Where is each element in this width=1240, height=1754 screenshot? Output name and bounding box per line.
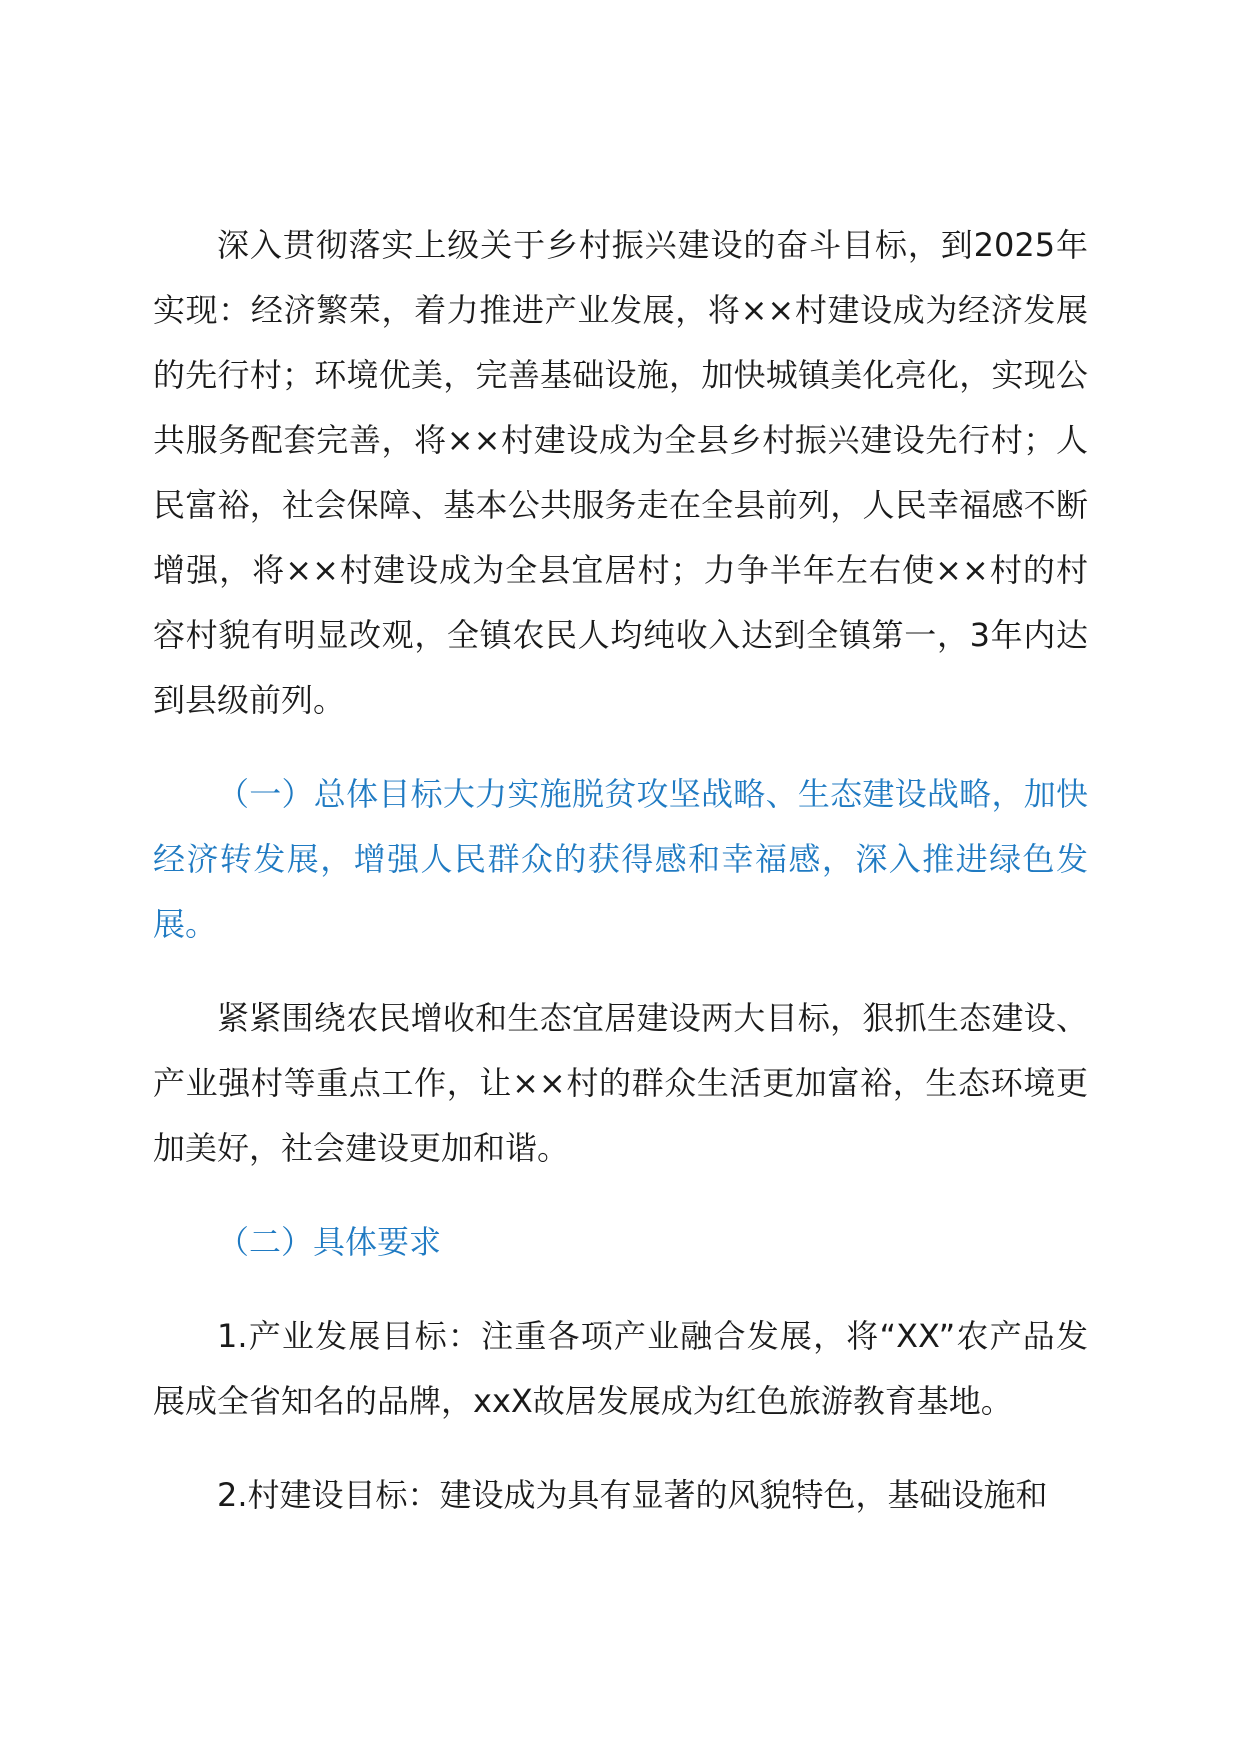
paragraph-industry-goal: 1.产业发展目标：注重各项产业融合发展，将“XX”农产品发展成全省知名的品牌，xxX故居发展成为红色旅游教育基地。	[153, 1317, 1088, 1420]
section-heading-specific-requirements: （二）具体要求	[217, 1223, 442, 1261]
paragraph-focus-work: 紧紧围绕农民增收和生态宜居建设两大目标，狠抓生态建设、产业强村等重点工作，让××村的群众生活更加富裕，生态环境更加美好，社会建设更加和谐。	[153, 999, 1088, 1167]
document-body	[153, 213, 1088, 1528]
paragraph-village-construction-goal: 2.村建设目标：建设成为具有显著的风貌特色，基础设施和	[217, 1476, 1048, 1514]
section-heading-overall-goals: （一）总体目标大力实施脱贫攻坚战略、生态建设战略，加快经济转发展，增强人民群众的获得感和幸福感，深入推进绿色发展。	[153, 775, 1088, 943]
paragraph-intro-goals: 深入贯彻落实上级关于乡村振兴建设的奋斗目标，到2025年实现：经济繁荣，着力推进产业发展，将××村建设成为经济发展的先行村；环境优美，完善基础设施，加快城镇美化亮化，实现公共服务配套完善，将××村建设成为全县乡村振兴建设先行村；人民富裕，社会保障、基本公共服务走在全县前列，人民幸福感不断增强，将××村建设成为全县宜居村；力争半年左右使××村的村容村貌有明显改观，全镇农民人均纯收入达到全镇第一，3年内达到县级前列。	[153, 226, 1088, 719]
